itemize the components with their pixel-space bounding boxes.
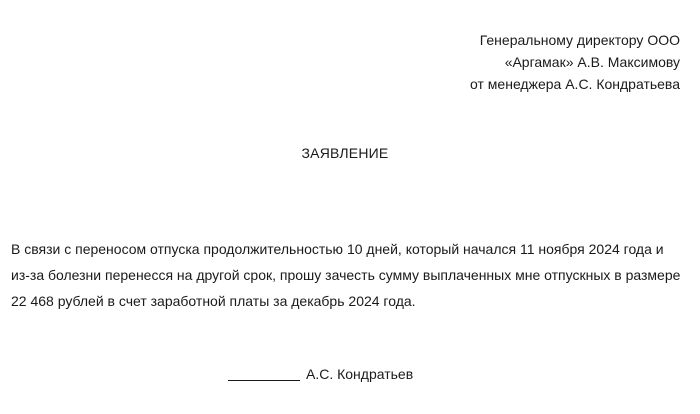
statement-body	[11, 236, 681, 314]
signature-block	[228, 366, 413, 382]
addressee-line-2: «Аргамак» А.В. Максимову	[504, 54, 680, 70]
signature-line	[228, 380, 300, 381]
body-line-1: В связи с переносом отпуска продолжительностью 10 дней, который начался 11 ноября 2024 года и	[11, 241, 664, 257]
addressee-block	[380, 29, 680, 95]
body-line-2: из-за болезни перенесся на другой срок, прошу зачесть сумму выплаченных мне отпускных в размере	[11, 267, 681, 283]
signature-name: А.С. Кондратьев	[306, 366, 414, 382]
addressee-line-1: Генеральному директору ООО	[479, 32, 680, 48]
body-line-3: 22 468 рублей в счет заработной платы за декабрь 2024 года.	[11, 293, 416, 309]
document-title: ЗАЯВЛЕНИЕ	[301, 145, 389, 161]
addressee-line-3: от менеджера А.С. Кондратьева	[470, 76, 680, 92]
